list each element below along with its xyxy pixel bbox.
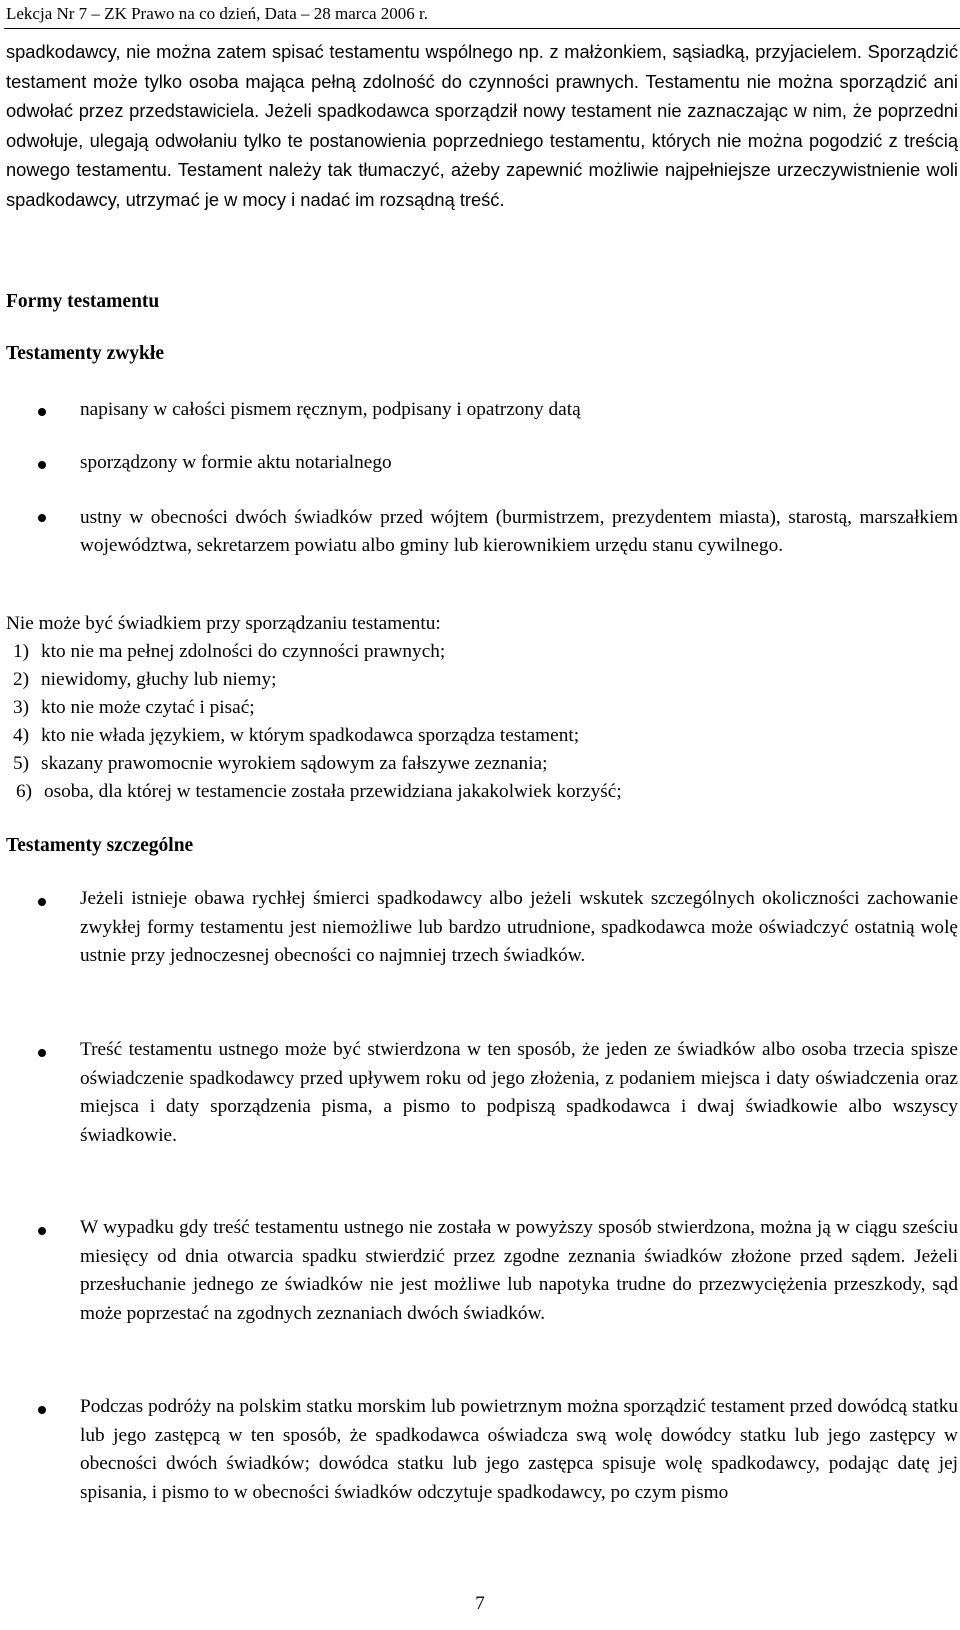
item-text: osoba, dla której w testamencie została przewidziana jakakolwiek korzyść; bbox=[44, 781, 622, 802]
bullet-item: napisany w całości pismem ręcznym, podpisany i opatrzony datą bbox=[80, 399, 581, 420]
bullet-item: sporządzony w formie aktu notarialnego bbox=[80, 452, 392, 473]
page-number: 7 bbox=[475, 1593, 485, 1614]
bullet-item: ustny w obecności dwóch świadków przed wójtem (burmistrzem, prezydentem miasta), starostą, marszałkiem województwa, sekretarzem powiatu albo gminy lub kierownikiem urzędu stanu cywilnego. bbox=[80, 507, 958, 556]
bullet-item: Jeżeli istnieje obawa rychłej śmierci spadkodawcy albo jeżeli wskutek szczególnych okoliczności zachowanie zwykłej formy testamentu jest niemożliwe lub bardzo utrudnione, spadkodawca może oświadczyć ostatnią wolę ustnie przy jednoczesnej obecności co najmniej trzech świadków. bbox=[80, 888, 958, 966]
item-text: kto nie ma pełnej zdolności do czynności prawnych; bbox=[41, 641, 446, 662]
item-number: 3) bbox=[13, 697, 30, 718]
item-number: 6) bbox=[16, 781, 33, 802]
item-number: 5) bbox=[13, 753, 30, 774]
bullet-icon bbox=[38, 514, 46, 522]
item-text: kto nie włada językiem, w którym spadkodawca sporządza testament; bbox=[41, 725, 580, 746]
bullet-icon bbox=[38, 1406, 46, 1414]
witness-list-item bbox=[13, 696, 255, 720]
heading-ordinary-wills: Testamenty zwykłe bbox=[6, 343, 164, 364]
witness-list-item bbox=[13, 668, 276, 692]
bullet-icon bbox=[38, 898, 46, 906]
bullet-icon bbox=[38, 1049, 46, 1057]
intro-paragraph-part-1: spadkodawcy, nie można zatem spisać testamentu wspólnego np. z małżonkiem, sąsiadką, przyjacielem. Sporządzić testament może tylko osoba mająca pełną zdolność do czynności prawnych. Testamentu nie można sporządzić ani odwołać przez przedstawiciela. bbox=[6, 41, 958, 121]
item-number: 4) bbox=[13, 725, 30, 746]
item-text: niewidomy, głuchy lub niemy; bbox=[41, 669, 277, 690]
intro-paragraph-part-2: Jeżeli spadkodawca sporządził nowy testament nie zaznaczając w nim, że poprzedni odwołuje, ulegają odwołaniu tylko te postanowienia poprzedniego testamentu, których nie można pogodzić z treścią nowego testamentu. bbox=[6, 100, 958, 180]
item-text: kto nie może czytać i pisać; bbox=[41, 697, 255, 718]
running-header: Lekcja Nr 7 – ZK Prawo na co dzień, Data – 28 marca 2006 r. bbox=[6, 4, 429, 23]
intro-paragraph-part-3: Testament należy tak tłumaczyć, ażeby zapewnić możliwie najpełniejsze urzeczywistnienie woli spadkodawcy, utrzymać je w mocy i nadać im rozsądną treść. bbox=[6, 159, 958, 210]
witness-list-item bbox=[13, 724, 579, 748]
heading-forms: Formy testamentu bbox=[6, 291, 160, 312]
witness-list-intro: Nie może być świadkiem przy sporządzaniu testamentu: bbox=[6, 613, 441, 634]
item-text: skazany prawomocnie wyrokiem sądowym za fałszywe zeznania; bbox=[41, 753, 548, 774]
intro-paragraph bbox=[6, 38, 958, 215]
item-number: 2) bbox=[13, 669, 30, 690]
bullet-icon bbox=[38, 408, 46, 416]
header-rule bbox=[4, 28, 960, 29]
bullet-icon bbox=[38, 461, 46, 469]
bullet-icon bbox=[38, 1227, 46, 1235]
bullet-item: Treść testamentu ustnego może być stwierdzona w ten sposób, że jeden ze świadków albo osoba trzecia spisze oświadczenie spadkodawcy przed upływem roku od jego złożenia, z podaniem miejsca i daty oświadczenia oraz miejsca i daty sporządzenia pisma, a pismo to podpiszą spadkodawca i dwaj świadkowie albo wszyscy świadkowie. bbox=[80, 1039, 958, 1146]
bullet-item: W wypadku gdy treść testamentu ustnego nie została w powyższy sposób stwierdzona, można ją w ciągu sześciu miesięcy od dnia otwarcia spadku stwierdzić przez zgodne zeznania świadków złożone przed sądem. Jeżeli przesłuchanie jednego ze świadków nie jest możliwe lub napotyka trudne do przezwyciężenia przeszkody, sąd może poprzestać na zgodnych zeznaniach dwóch świadków. bbox=[80, 1217, 958, 1324]
witness-list-item bbox=[13, 752, 547, 776]
bullet-item: Podczas podróży na polskim statku morskim lub powietrznym można sporządzić testament przed dowódcą statku lub jego zastępcą w ten sposób, że spadkodawca oświadcza swą wolę dowódcy statku lub jego zastępcy w obecności dwóch świadków; dowódca statku lub jego zastępca spisuje wolę spadkodawcy, podając datę jej spisania, i pismo to w obecności świadków odczytuje spadkodawcy, po czym pismo bbox=[80, 1396, 958, 1503]
item-number: 1) bbox=[13, 641, 30, 662]
heading-special-wills: Testamenty szczególne bbox=[6, 835, 194, 856]
witness-list-item bbox=[16, 780, 622, 804]
witness-list-item bbox=[13, 640, 445, 664]
